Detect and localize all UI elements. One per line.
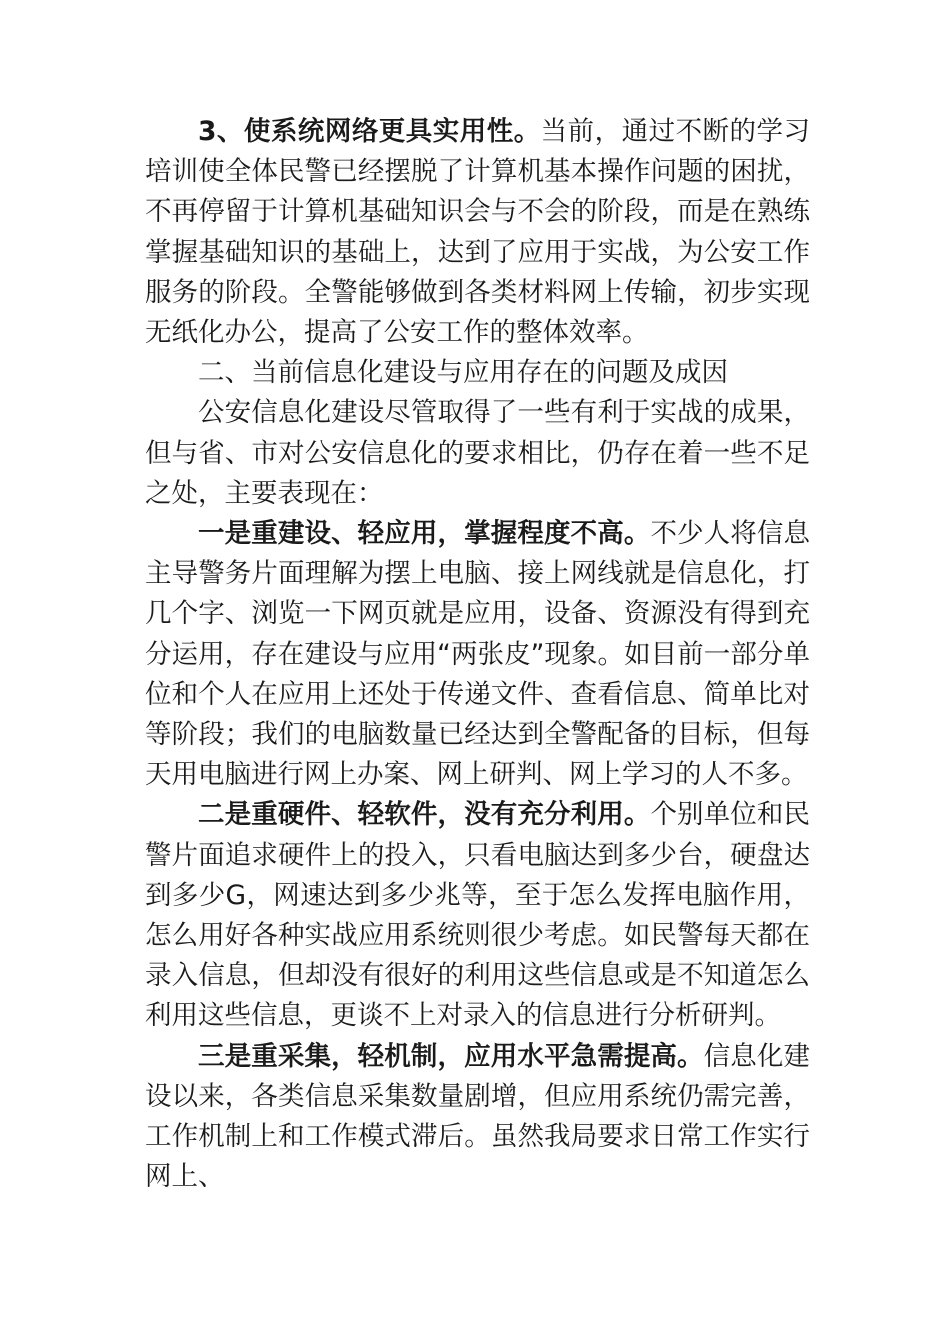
paragraph-text: 不少人将信息主导警务片面理解为摆上电脑、接上网线就是信息化，打几个字、浏览一下网页就是应用，设备、资源没有得到充分运用，存在建设与应用“两张皮”现象。如目前一部分单位和个人在应用上还处于传递文件、查看信息、简单比对等阶段；我们的电脑数量已经达到全警配备的目标，但每天用电脑进行网上办案、网上研判、网上学习的人不多。	[145, 518, 811, 791]
paragraph-text: 个别单位和民警片面追求硬件上的投入，只看电脑达到多少台，硬盘达到多少G，网速达到多少兆等，至于怎么发挥电脑作用，怎么用好各种实战应用系统则很少考虑。如民警每天都在录入信息，但却没有很好的利用这些信息或是不知道怎么利用这些信息，更谈不上对录入的信息进行分析研判。	[145, 799, 811, 1032]
paragraph-heading: 三是重采集，轻机制，应用水平急需提高。	[198, 1040, 704, 1072]
section-heading-text: 二、当前信息化建设与应用存在的问题及成因	[198, 357, 728, 389]
paragraph-intro	[145, 393, 810, 514]
document-body	[145, 112, 810, 1197]
paragraph-heading: 一是重建设、轻应用，掌握程度不高。	[198, 518, 651, 550]
paragraph-text: 信息化建设以来，各类信息采集数量剧增，但应用系统仍需完善，工作机制上和工作模式滞后。虽然我局要求日常工作实行网上、	[145, 1040, 811, 1193]
paragraph-text: 当前，通过不断的学习培训使全体民警已经摆脱了计算机基本操作问题的困扰，不再停留于计算机基础知识会与不会的阶段，而是在熟练掌握基础知识的基础上，达到了应用于实战，为公安工作服务的阶段。全警能够做到各类材料网上传输，初步实现无纸化办公，提高了公安工作的整体效率。	[145, 116, 810, 349]
section-heading	[145, 353, 810, 393]
paragraph-heading: 二是重硬件、轻软件，没有充分利用。	[198, 799, 651, 831]
paragraph-heading: 3、使系统网络更具实用性。	[198, 116, 541, 147]
paragraph-problem-one	[145, 514, 810, 795]
paragraph-problem-two	[145, 795, 810, 1036]
paragraph-text: 公安信息化建设尽管取得了一些有利于实战的成果，但与省、市对公安信息化的要求相比，仍存在着一些不足之处，主要表现在：	[145, 397, 810, 509]
paragraph-problem-three	[145, 1037, 810, 1198]
paragraph-system-network	[145, 112, 810, 353]
